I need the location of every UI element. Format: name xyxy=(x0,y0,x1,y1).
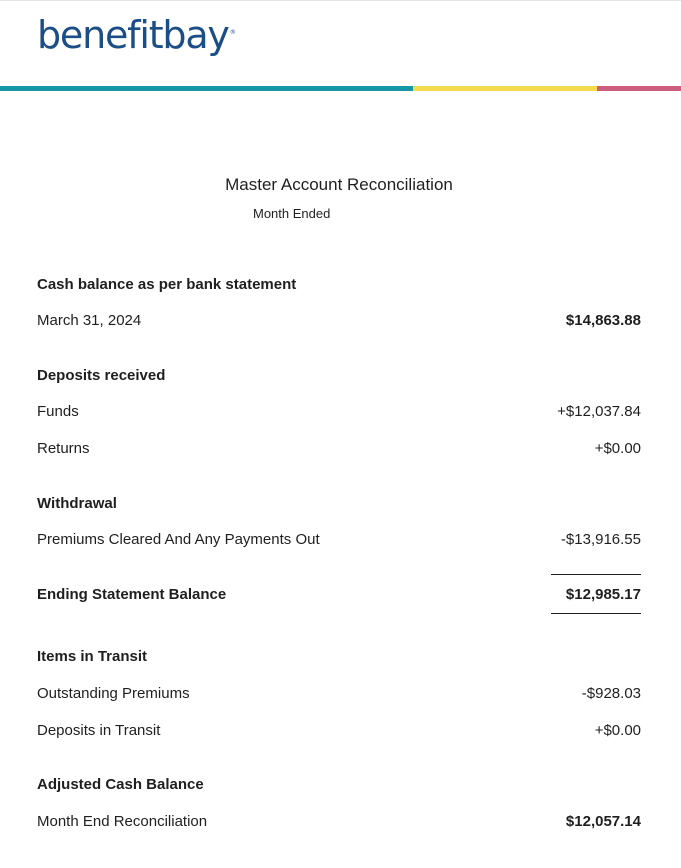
benefitbay-logo xyxy=(37,13,236,57)
funds-amount: +$12,037.84 xyxy=(557,403,641,420)
adjusted-cash-balance-heading: Adjusted Cash Balance xyxy=(37,776,204,793)
outstanding-premiums-label: Outstanding Premiums xyxy=(37,685,190,702)
funds-label: Funds xyxy=(37,403,79,420)
top-border xyxy=(0,0,681,1)
ending-balance-bottom-rule xyxy=(551,613,641,614)
outstanding-premiums-amount: -$928.03 xyxy=(581,685,641,702)
month-end-reconciliation-label: Month End Reconciliation xyxy=(37,813,208,830)
report-title: Master Account Reconciliation xyxy=(225,175,453,194)
cash-balance-heading: Cash balance as per bank statement xyxy=(37,276,297,293)
ending-balance-top-rule xyxy=(551,574,641,575)
cash-balance-date: March 31, 2024 xyxy=(37,312,142,329)
deposits-heading: Deposits received xyxy=(37,367,166,384)
header-stripe-yellow xyxy=(413,86,597,91)
ending-balance-label: Ending Statement Balance xyxy=(37,586,227,603)
logo-wordmark: benefitbay xyxy=(37,13,229,57)
premiums-cleared-label: Premiums Cleared And Any Payments Out xyxy=(37,531,320,548)
premiums-cleared-amount: -$13,916.55 xyxy=(560,531,641,548)
registered-mark: ® xyxy=(229,29,236,36)
ending-balance-amount: $12,985.17 xyxy=(565,586,641,603)
header-stripe-pink xyxy=(597,86,681,91)
cash-balance-amount: $14,863.88 xyxy=(565,312,641,329)
report-subtitle: Month Ended xyxy=(253,206,331,221)
returns-amount: +$0.00 xyxy=(594,440,641,457)
withdrawal-heading: Withdrawal xyxy=(37,495,117,512)
month-end-reconciliation-amount: $12,057.14 xyxy=(565,813,641,830)
header-stripe-teal xyxy=(0,86,413,91)
deposits-in-transit-amount: +$0.00 xyxy=(594,722,641,739)
items-in-transit-heading: Items in Transit xyxy=(37,648,148,665)
deposits-in-transit-label: Deposits in Transit xyxy=(37,722,161,739)
returns-label: Returns xyxy=(37,440,90,457)
